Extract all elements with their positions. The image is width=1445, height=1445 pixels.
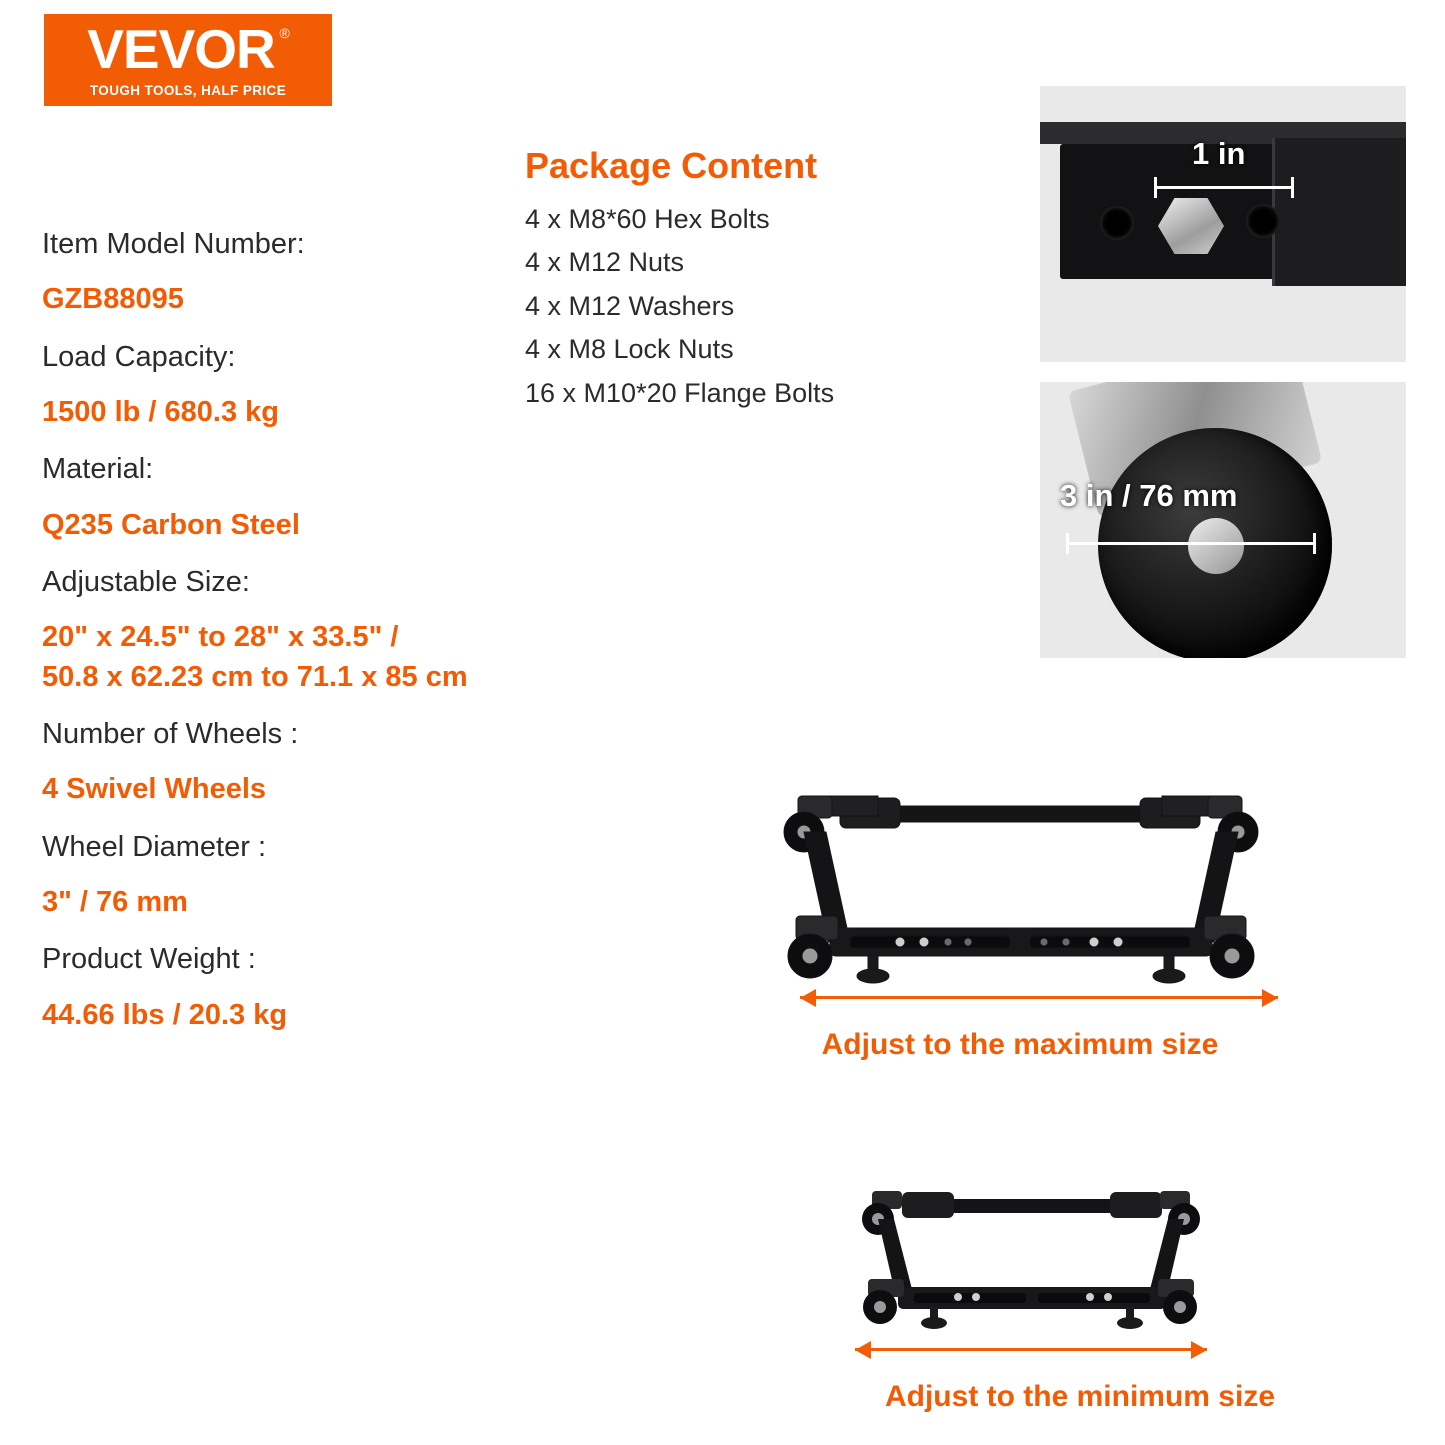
bolt-hole-icon: [1100, 206, 1134, 240]
registered-mark: ®: [279, 25, 289, 41]
spec-value-model: GZB88095: [42, 283, 184, 316]
spec-value-material: Q235 Carbon Steel: [42, 508, 300, 541]
spec-label-model: Item Model Number:: [42, 228, 305, 260]
min-arrow-head-right-icon: [1191, 1341, 1207, 1359]
brand-tagline: TOUGH TOOLS, HALF PRICE: [89, 83, 287, 98]
package-item: 4 x M8 Lock Nuts: [525, 334, 734, 365]
package-item: 4 x M12 Washers: [525, 290, 735, 321]
spec-value-wheel-count: 4 Swivel Wheels: [42, 773, 267, 806]
spec-label-adjustable-size: Adjustable Size:: [42, 566, 250, 599]
min-arrow-head-left-icon: [855, 1341, 871, 1359]
caption-minimum: Adjust to the minimum size: [884, 1380, 1276, 1413]
max-size-arrow: [800, 985, 1278, 1009]
package-content-title: Package Content: [525, 145, 818, 186]
brand-name-text: VEVOR: [87, 18, 275, 80]
wheel-hub-shape: [1188, 518, 1244, 574]
brand-name: [87, 18, 289, 80]
package-content-section: [525, 145, 995, 420]
wheel-detail-photo: [1040, 382, 1406, 658]
spec-label-load-capacity: Load Capacity:: [42, 340, 236, 373]
dolly-max-svg: [700, 770, 1340, 990]
bolt-detail-photo: [1040, 86, 1406, 362]
vevor-logo: [44, 14, 332, 106]
spec-label-wheel-diameter: Wheel Diameter :: [42, 830, 267, 863]
package-item: 4 x M8*60 Hex Bolts: [525, 204, 770, 234]
dolly-min-svg: [780, 1175, 1280, 1335]
package-item: 4 x M12 Nuts: [525, 247, 685, 278]
spec-value-wheel-diameter: 3" / 76 mm: [42, 886, 188, 919]
package-item: 16 x M10*20 Flange Bolts: [525, 377, 835, 408]
spec-value-load-capacity: 1500 lb / 680.3 kg: [42, 396, 279, 429]
wheel-dimension-label: 3 in / 76 mm: [1060, 478, 1238, 513]
spec-value-product-weight: 44.66 lbs / 20.3 kg: [42, 998, 288, 1031]
dolly-minimum-illustration: [780, 1175, 1280, 1335]
spec-label-wheel-count: Number of Wheels :: [42, 718, 299, 751]
wheel-dimension-bar: [1066, 542, 1316, 545]
specification-list: [42, 228, 582, 1056]
bolt-dimension-bar: [1154, 186, 1294, 189]
min-size-arrow: [855, 1337, 1207, 1361]
min-arrow-line: [855, 1348, 1207, 1351]
max-arrow-head-right-icon: [1262, 989, 1278, 1007]
spec-label-product-weight: Product Weight :: [42, 943, 256, 976]
caption-maximum: Adjust to the maximum size: [821, 1028, 1219, 1061]
bolt-dimension-label: 1 in: [1192, 136, 1246, 171]
spec-value-adjustable-size-metric: 50.8 x 62.23 cm to 71.1 x 85 cm: [42, 660, 468, 693]
spec-label-material: Material:: [42, 453, 154, 486]
dolly-maximum-illustration: [700, 770, 1340, 990]
spec-value-adjustable-size-imperial: 20" x 24.5" to 28" x 33.5" /: [42, 621, 399, 654]
max-arrow-line: [800, 996, 1278, 999]
bolt-hole-icon: [1246, 204, 1280, 238]
bolt-inner-body-shape: [1272, 138, 1406, 286]
max-arrow-head-left-icon: [800, 989, 816, 1007]
